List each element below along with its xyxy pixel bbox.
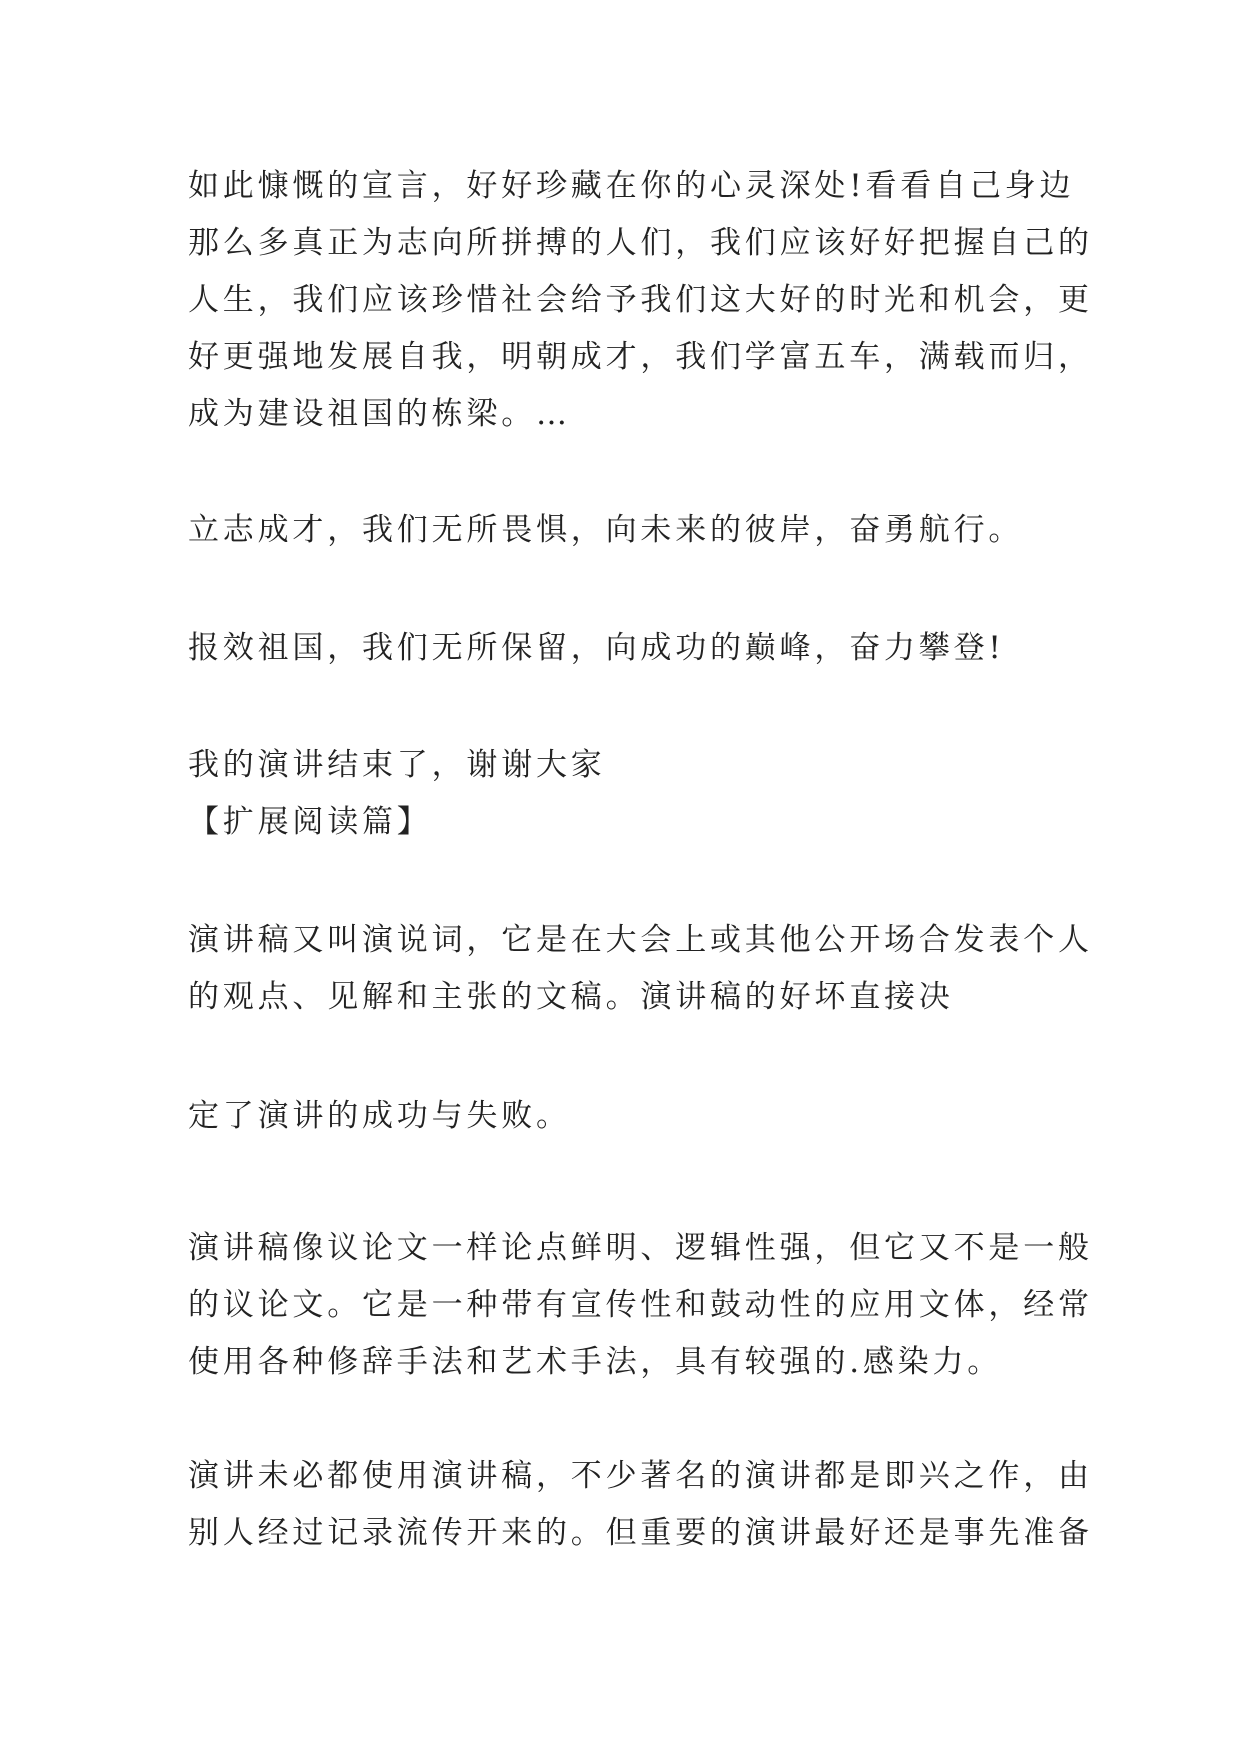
text-line: 立志成才，我们无所畏惧，向未来的彼岸，奋勇航行。 — [188, 512, 1024, 548]
paragraph-features — [188, 1220, 1093, 1391]
text-line: 如此慷慨的宣言，好好珍藏在你的心灵深处!看看自己身边 — [188, 168, 1075, 204]
section-heading: 【扩展阅读篇】 — [188, 804, 432, 840]
text-line: 演讲稿又叫演说词，它是在大会上或其他公开场合发表个人 — [188, 922, 1093, 958]
text-line: 别人经过记录流传开来的。但重要的演讲最好还是事先准备 — [188, 1515, 1093, 1551]
paragraph-success — [188, 1088, 1068, 1145]
paragraph-declaration — [188, 158, 1093, 443]
text-line: 演讲未必都使用演讲稿，不少著名的演讲都是即兴之作，由 — [188, 1458, 1093, 1494]
text-line: 的观点、见解和主张的文稿。演讲稿的好坏直接决 — [188, 979, 954, 1015]
text-line: 成为建设祖国的栋梁。… — [188, 396, 571, 432]
text-line: 人生，我们应该珍惜社会给予我们这大好的时光和机会，更 — [188, 282, 1093, 318]
paragraph-definition — [188, 912, 1093, 1026]
text-line: 演讲稿像议论文一样论点鲜明、逻辑性强，但它又不是一般 — [188, 1230, 1093, 1266]
text-line: 那么多真正为志向所拼搏的人们，我们应该好好把握自己的 — [188, 225, 1093, 261]
text-line: 报效祖国，我们无所保留，向成功的巅峰，奋力攀登! — [188, 630, 1005, 666]
paragraph-aspire — [188, 502, 1068, 559]
text-line: 我的演讲结束了，谢谢大家 — [188, 747, 606, 783]
text-line: 定了演讲的成功与失败。 — [188, 1098, 571, 1134]
paragraph-serve-country — [188, 620, 1068, 677]
paragraph-improvised — [188, 1448, 1093, 1562]
text-line: 好更强地发展自我，明朝成才，我们学富五车，满载而归， — [188, 339, 1093, 375]
text-line: 使用各种修辞手法和艺术手法，具有较强的.感染力。 — [188, 1344, 1003, 1380]
text-line: 的议论文。它是一种带有宣传性和鼓动性的应用文体，经常 — [188, 1287, 1093, 1323]
paragraph-closing — [188, 737, 1068, 851]
